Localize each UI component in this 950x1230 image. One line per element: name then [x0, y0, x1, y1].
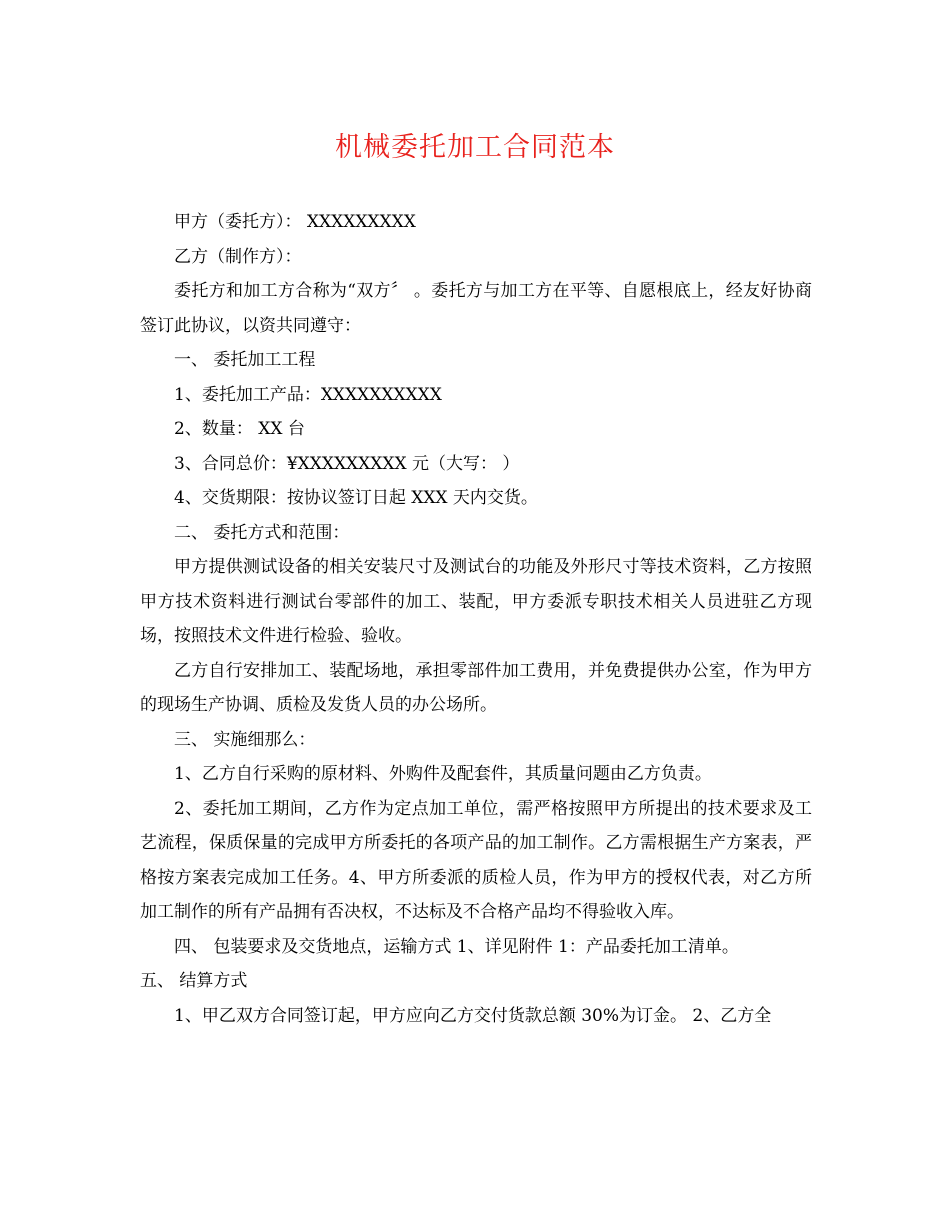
party-a-line: 甲方（委托方）： XXXXXXXXX [174, 212, 416, 232]
document-body [140, 205, 812, 1033]
intro-paragraph: 委托方和加工方合称为“双方〞 。委托方与加工方在平等、自愿根底上，经友好协商签订此协议，以资共同遵守： [140, 281, 812, 336]
clause-delivery-term: 4、交货期限：按协议签订日起 XXX 天内交货。 [174, 488, 538, 508]
clause-total-price: 3、合同总价：¥XXXXXXXXX 元（大写： ） [174, 453, 520, 474]
clause-quantity: 2、数量： XX 台 [174, 419, 305, 439]
settlement-paragraph-1: 1、甲乙双方合同签订起，甲方应向乙方交付货款总额 30%为订金。 2、乙方全 [174, 1005, 772, 1026]
party-b-line: 乙方（制作方）： [174, 246, 302, 267]
section-heading-2: 二、 委托方式和范围： [174, 522, 350, 543]
section-heading-5: 五、 结算方式 [140, 971, 248, 991]
section-heading-4: 四、 包装要求及交货地点，运输方式 1、详见附件 1：产品委托加工清单。 [174, 936, 739, 957]
document-title: 机械委托加工合同范本 [335, 132, 615, 163]
rule-paragraph-1: 1、乙方自行采购的原材料、外购件及配套件，其质量问题由乙方负责。 [174, 764, 712, 784]
rule-paragraph-2: 2、委托加工期间，乙方作为定点加工单位，需严格按照甲方所提出的技术要求及工艺流程，保质保量的完成甲方所委托的各项产品的加工制作。乙方需根据生产方案表，严格按方案表完成加工任务。4、甲方所委派的质检人员，作为甲方的授权代表，对乙方所加工制作的所有产品拥有否决权，不达标及不合格产品均不得验收入库。 [140, 798, 812, 922]
section-heading-3: 三、 实施细那么： [174, 729, 316, 750]
section-heading-1: 一、 委托加工工程 [174, 350, 316, 370]
scope-paragraph-2: 乙方自行安排加工、装配场地，承担零部件加工费用，并免费提供办公室，作为甲方的现场生产协调、质检及发货人员的办公场所。 [140, 660, 812, 715]
scope-paragraph-1: 甲方提供测试设备的相关安装尺寸及测试台的功能及外形尺寸等技术资料，乙方按照甲方技术资料进行测试台零部件的加工、装配，甲方委派专职技术相关人员进驻乙方现场，按照技术文件进行检验、验收。 [140, 557, 812, 646]
clause-product: 1、委托加工产品：XXXXXXXXXX [174, 384, 442, 405]
